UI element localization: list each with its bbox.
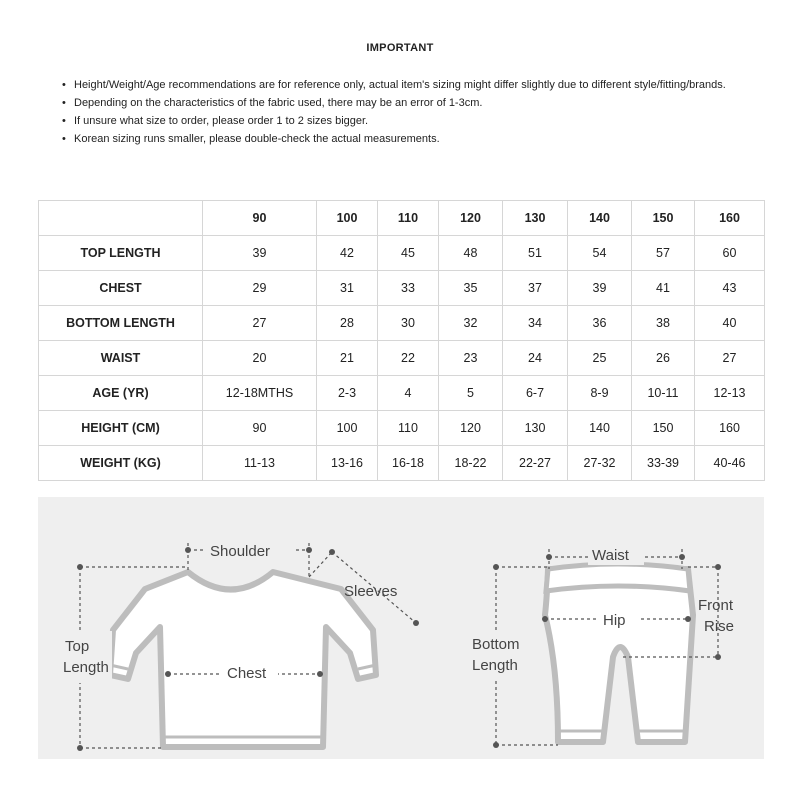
column-header: 140 [568, 201, 632, 236]
table-cell: 60 [695, 236, 765, 271]
table-cell: 22-27 [503, 446, 568, 481]
table-cell: 35 [439, 271, 503, 306]
table-cell: 16-18 [378, 446, 439, 481]
bottom-length-label-line1: Bottom [472, 636, 520, 653]
note-item: • Korean sizing runs smaller, please double-check the actual measurements. [62, 130, 752, 148]
measurement-diagram [38, 497, 764, 759]
table-cell: 31 [317, 271, 378, 306]
table-cell: 18-22 [439, 446, 503, 481]
table-cell: 5 [439, 376, 503, 411]
table-cell: 120 [439, 411, 503, 446]
table-cell: 33-39 [632, 446, 695, 481]
column-header: 110 [378, 201, 439, 236]
table-cell: 4 [378, 376, 439, 411]
table-cell: 30 [378, 306, 439, 341]
table-header-row [39, 201, 765, 236]
table-cell: 2-3 [317, 376, 378, 411]
table-cell: 43 [695, 271, 765, 306]
size-chart-table [38, 200, 765, 481]
table-cell: 27-32 [568, 446, 632, 481]
top-length-label-line1: Top [65, 638, 90, 655]
table-cell: 41 [632, 271, 695, 306]
row-label-cell: BOTTOM LENGTH [39, 306, 203, 341]
row-label-cell: TOP LENGTH [39, 236, 203, 271]
table-cell: 160 [695, 411, 765, 446]
table-row [39, 446, 765, 481]
table-cell: 100 [317, 411, 378, 446]
sweatshirt-shape [110, 572, 376, 747]
table-cell: 150 [632, 411, 695, 446]
table-row [39, 341, 765, 376]
table-cell: 39 [568, 271, 632, 306]
column-header: 120 [439, 201, 503, 236]
waist-label: Waist [592, 547, 629, 564]
table-cell: 32 [439, 306, 503, 341]
table-cell: 51 [503, 236, 568, 271]
note-item: • Height/Weight/Age recommendations are for reference only, actual item's sizing might differ slightly due to different style/fitting/brands. [62, 76, 752, 94]
table-cell: 27 [203, 306, 317, 341]
row-label-cell: HEIGHT (CM) [39, 411, 203, 446]
table-cell: 13-16 [317, 446, 378, 481]
row-label-cell: AGE (YR) [39, 376, 203, 411]
table-cell: 39 [203, 236, 317, 271]
table-cell: 21 [317, 341, 378, 376]
table-cell: 40-46 [695, 446, 765, 481]
notes-list [62, 76, 752, 148]
table-cell: 27 [695, 341, 765, 376]
table-cell: 20 [203, 341, 317, 376]
top-length-label-line2: Length [63, 659, 109, 676]
row-label-cell: CHEST [39, 271, 203, 306]
top-garment-illustration [110, 572, 376, 747]
table-cell: 25 [568, 341, 632, 376]
table-cell: 24 [503, 341, 568, 376]
note-item: • Depending on the characteristics of the fabric used, there may be an error of 1-3cm. [62, 94, 752, 112]
page-title: IMPORTANT [366, 42, 434, 54]
table-corner-cell [39, 201, 203, 236]
table-cell: 36 [568, 306, 632, 341]
table-cell: 42 [317, 236, 378, 271]
table-cell: 6-7 [503, 376, 568, 411]
column-header: 90 [203, 201, 317, 236]
table-cell: 29 [203, 271, 317, 306]
table-cell: 38 [632, 306, 695, 341]
table-cell: 12-18MTHS [203, 376, 317, 411]
table-cell: 23 [439, 341, 503, 376]
bottom-length-label-line2: Length [472, 657, 518, 674]
table-cell: 26 [632, 341, 695, 376]
table-cell: 34 [503, 306, 568, 341]
table-row [39, 376, 765, 411]
row-label-cell: WAIST [39, 341, 203, 376]
chest-label: Chest [227, 665, 267, 682]
column-header: 130 [503, 201, 568, 236]
table-cell: 28 [317, 306, 378, 341]
table-cell: 48 [439, 236, 503, 271]
table-cell: 54 [568, 236, 632, 271]
table-row [39, 271, 765, 306]
note-item: • If unsure what size to order, please order 1 to 2 sizes bigger. [62, 112, 752, 130]
table-cell: 40 [695, 306, 765, 341]
table-row [39, 306, 765, 341]
column-header: 150 [632, 201, 695, 236]
hip-label: Hip [603, 612, 626, 629]
table-cell: 140 [568, 411, 632, 446]
shoulder-label: Shoulder [210, 543, 271, 560]
table-row [39, 411, 765, 446]
table-cell: 110 [378, 411, 439, 446]
table-cell: 11-13 [203, 446, 317, 481]
column-header: 100 [317, 201, 378, 236]
sleeves-label: Sleeves [344, 583, 398, 600]
table-row [39, 236, 765, 271]
table-cell: 37 [503, 271, 568, 306]
table-cell: 57 [632, 236, 695, 271]
table-cell: 10-11 [632, 376, 695, 411]
measurement-diagram-svg [38, 497, 764, 759]
table-cell: 130 [503, 411, 568, 446]
row-label-cell: WEIGHT (KG) [39, 446, 203, 481]
front-rise-label-line2: Rise [704, 618, 735, 635]
front-rise-label-line1: Front [698, 597, 734, 614]
size-chart-body [39, 236, 765, 481]
table-cell: 12-13 [695, 376, 765, 411]
table-cell: 33 [378, 271, 439, 306]
table-cell: 45 [378, 236, 439, 271]
column-header: 160 [695, 201, 765, 236]
table-cell: 22 [378, 341, 439, 376]
pants-waistband [546, 564, 690, 591]
pants-shape [545, 569, 693, 742]
table-cell: 8-9 [568, 376, 632, 411]
bottom-garment-illustration [545, 564, 693, 742]
table-cell: 90 [203, 411, 317, 446]
